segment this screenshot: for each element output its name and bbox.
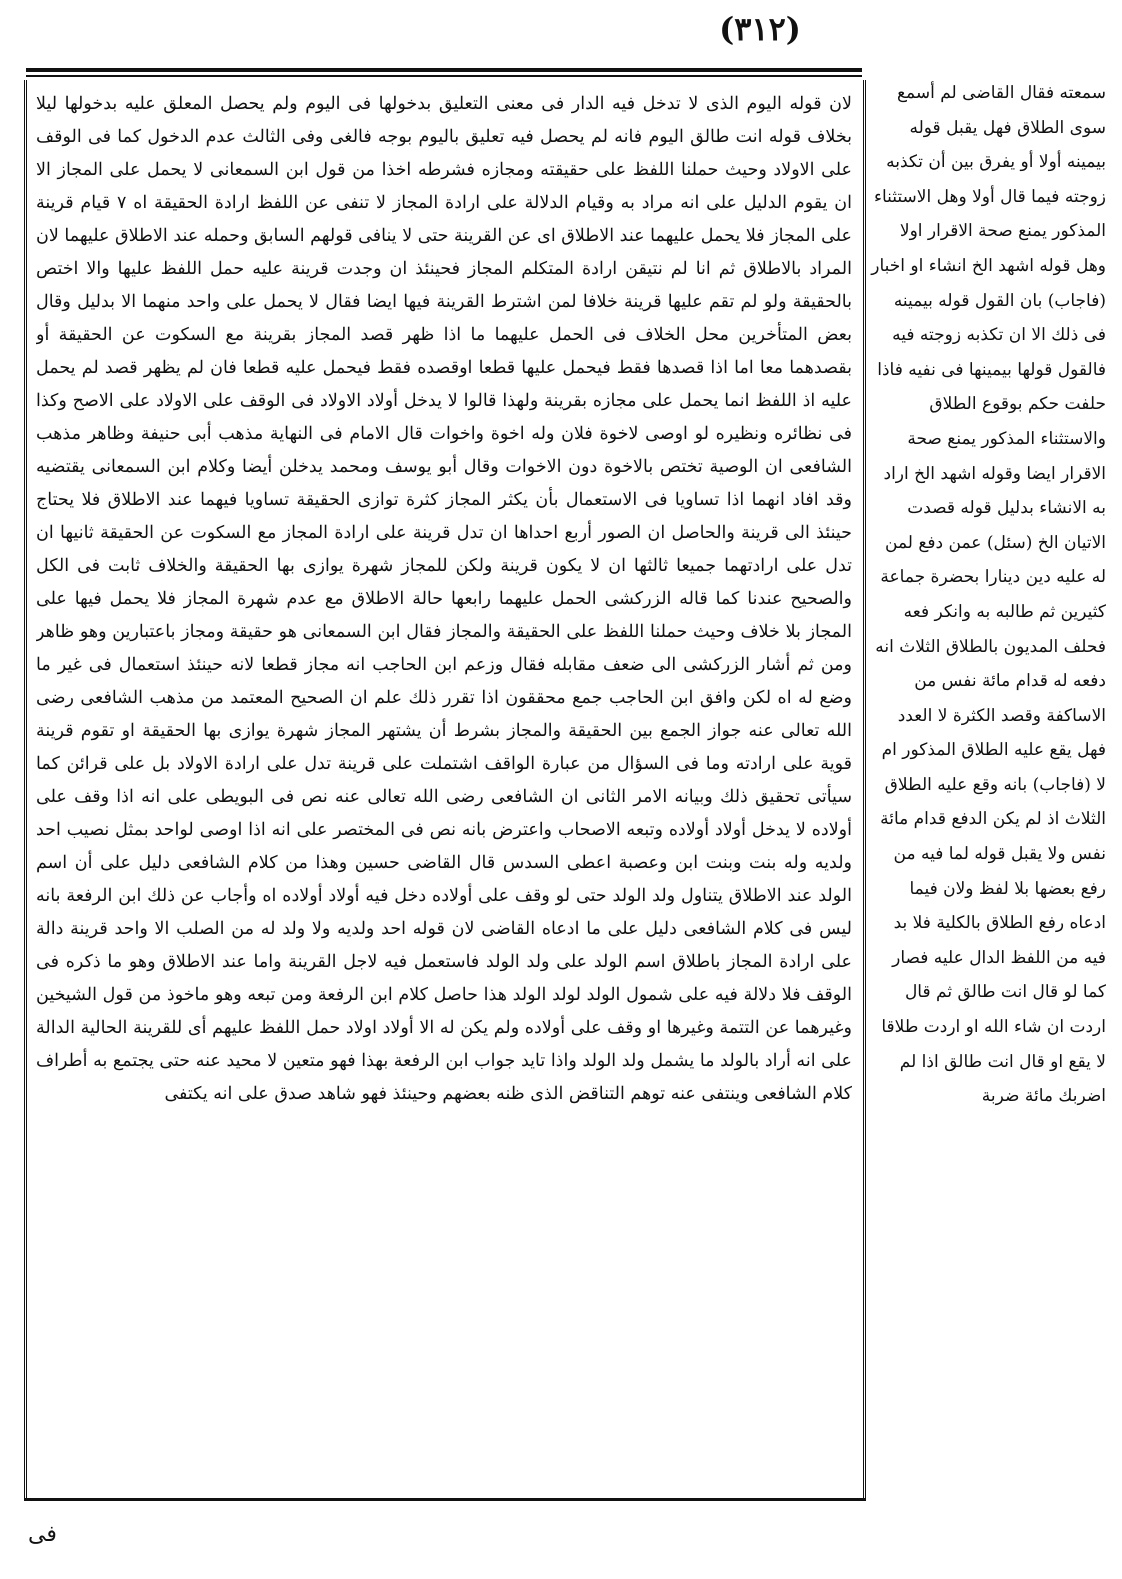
bottom-rule — [24, 1498, 866, 1501]
main-text-paragraph: لان قوله اليوم الذى لا تدخل فيه الدار فى معنى التعليق بدخولها فى اليوم ولم يحصل المعلق عليه بدخولها ليلا بخلاف قوله انت طالق اليوم فانه لم يحصل فيه تعليق باليوم بوجه فالغى وفى الثالث عدم الدخول كما فى الوقف على الاولاد وحيث حملنا اللفظ على حقيقته ومجازه فشرطه اخذا من قول ابن السمعانى لا يحمل على المجاز الا ان يقوم الدليل على انه مراد به وقيام الدلالة على ارادة المجاز لا تنفى عن اللفظ ارادة الحقيقة اه ٧ قيام قرينة على المجاز فلا يحمل عليهما عند الاطلاق اى عن القرينة حتى لا ينافى قولهم السابق وحمله عند الاطلاق عليهما لان المراد بالاطلاق ثم انا لم نتيقن ارادة المتكلم المجاز فحينئذ ان وجدت قرينة عليه حمل اللفظ عليها والا اختص بالحقيقة ولو لم تقم عليها قرينة خلافا لمن اشترط القرينة فيها ايضا فقال لا يحمل على واحد منهما الا بدليل وقال بعض المتأخرين محل الخلاف فى الحمل عليهما ما اذا ظهر قصد المجاز بقرينة مع السكوت عن الحقيقة أو بقصدهما معا اما اذا قصدها فقط فيحمل عليها قطعا اوقصده فقط فيحمل عليه قطعا فان لم يظهر قصد لم يحمل عليه اذ اللفظ انما يحمل على مجازه بقرينة ولهذا قالوا لا يدخل أولاد الاولاد فى الوقف على الاولاد على الاصح وكذا فى نظائره ونظيره لو اوصى لاخوة فلان وله اخوة واخوات قال الامام فى النهاية مذهب أبى حنيفة وظاهر مذهب الشافعى ان الوصية تختص بالاخوة دون الاخوات وقال أبو يوسف ومحمد يدخلن أيضا وكلام ابن السمعانى يقتضيه وقد افاد انهما اذا تساويا فى الاستعمال بأن يكثر المجاز كثرة توازى الحقيقة تساويا فيهما عند الاطلاق فلا يحتاج حينئذ الى قرينة والحاصل ان الصور أربع احداها ان تدل قرينة على ارادة المجاز مع السكوت عن الحقيقة ثانيها ان تدل على ارادتهما جميعا ثالثها ان لا يكون قرينة ولكن للمجاز شهرة يوازى بها الحقيقة والخلاف ثابت فى الكل والصحيح عندنا كما قاله الزركشى الحمل عليهما رابعها حالة الاطلاق مع عدم شهرة المجاز فلا يحمل فيها على المجاز بلا خلاف وحيث حملنا اللفظ على الحقيقة والمجاز فقال ابن السمعانى هو حقيقة ومجاز باعتبارين وهو ظاهر ومن ثم أشار الزركشى الى ضعف مقابله فقال وزعم ابن الحاجب انه مجاز قطعا لانه حينئذ استعمال فى غير ما وضع له اه لكن وافق ابن الحاجب جمع محققون اذا تقرر ذلك علم ان الصحيح المعتمد من مذهب الشافعى رضى الله تعالى عنه جواز الجمع بين الحقيقة والمجاز بشرط أن يشتهر المجاز شهرة يوازى بها الحقيقة او تقوم قرينة قوية على ارادته وما فى السؤال من عبارة الواقف اشتملت على قرينة تدل على ارادة الاولاد بل على قرائن كما سيأتى تحقيق ذلك وبيانه الامر الثانى ان الشافعى رضى الله تعالى عنه نص فى البويطى على انه اذا وقف على أولاده لا يدخل أولاد أولاده وتبعه الاصحاب واعترض بانه نص فى المختصر على انه اذا اوصى لواحد بمثل نصيب احد ولديه وله بنت وبنت ابن وعصبة اعطى السدس قال القاضى حسين وهذا من كلام الشافعى دليل على أن اسم الولد عند الاطلاق يتناول ولد الولد حتى لو وقف على أولاده دخل فيه أولاد أولاده اه وأجاب عن ذلك ابن الرفعة بانه ليس فى كلام الشافعى دليل على ما ادعاه القاضى لان قوله احد ولديه ولا ولد له من الصلب الا واحد قرينة دالة على ارادة المجاز باطلاق اسم الولد على ولد الولد فاستعمل فيه لاجل القرينة واما عند الاطلاق وهو ما ذكره فى الوقف فلا دلالة فيه على شمول الولد لولد الولد هذا حاصل كلام ابن الرفعة ومن تبعه وهو ماخوذ من قول الشيخين وغيرهما عن التتمة وغيرها او وقف على أولاده ولم يكن له الا أولاد اولاد حمل اللفظ عليهم أى للقرينة الحالية الدالة على انه أراد بالولد ما يشمل ولد الولد واذا تايد جواب ابن الرفعة بهذا فهو متعين لا محيد عنه حتى يجتمع به أطراف كلام الشافعى وينتفى عنه توهم التناقض الذى ظنه بعضهم وحينئذ فهو شاهد صدق على انه يكتفى — [36, 94, 852, 1104]
main-text-block — [36, 88, 852, 1493]
top-rule-inner — [26, 75, 862, 77]
margin-text-block — [868, 76, 1106, 1456]
margin-text-paragraph: سمعته فقال القاضى لم أسمع سوى الطلاق فهل يقبل قوله بيمينه أولا أو يفرق بين أن تكذبه زوجته فيما قال أولا وهل الاستثناء المذكور يمنع صحة الاقرار اولا وهل قوله اشهد الخ انشاء او اخبار (فاجاب) بان القول قوله بيمينه فى ذلك الا ان تكذبه زوجته فيه فالقول قولها بيمينها فى نفيه فاذا حلفت حكم بوقوع الطلاق والاستثناء المذكور يمنع صحة الاقرار ايضا وقوله اشهد الخ اراد به الانشاء بدليل قوله قصدت الاتيان الخ (سئل) عمن دفع لمن له عليه دين دينارا بحضرة جماعة كثيرين ثم طالبه به وانكر فعه فحلف المديون بالطلاق الثلاث انه دفعه له قدام مائة نفس من الاساكفة وقصد الكثرة لا العدد فهل يقع عليه الطلاق المذكور ام لا (فاجاب) بانه وقع عليه الطلاق الثلاث اذ لم يكن الدفع قدام مائة نفس ولا يقبل قوله لما فيه من رفع بعضها بلا لفظ ولان فيما ادعاه رفع الطلاق بالكلية فلا بد فيه من اللفظ الدال عليه فصار كما لو قال انت طالق ثم قال اردت ان شاء الله او اردت طلاقا لا يقع او قال انت طالق اذا لم اضربك مائة ضربة — [871, 83, 1106, 1107]
page-number: (٣١٢) — [719, 10, 801, 48]
top-rule — [26, 68, 862, 72]
catchword: فى — [28, 1522, 57, 1547]
